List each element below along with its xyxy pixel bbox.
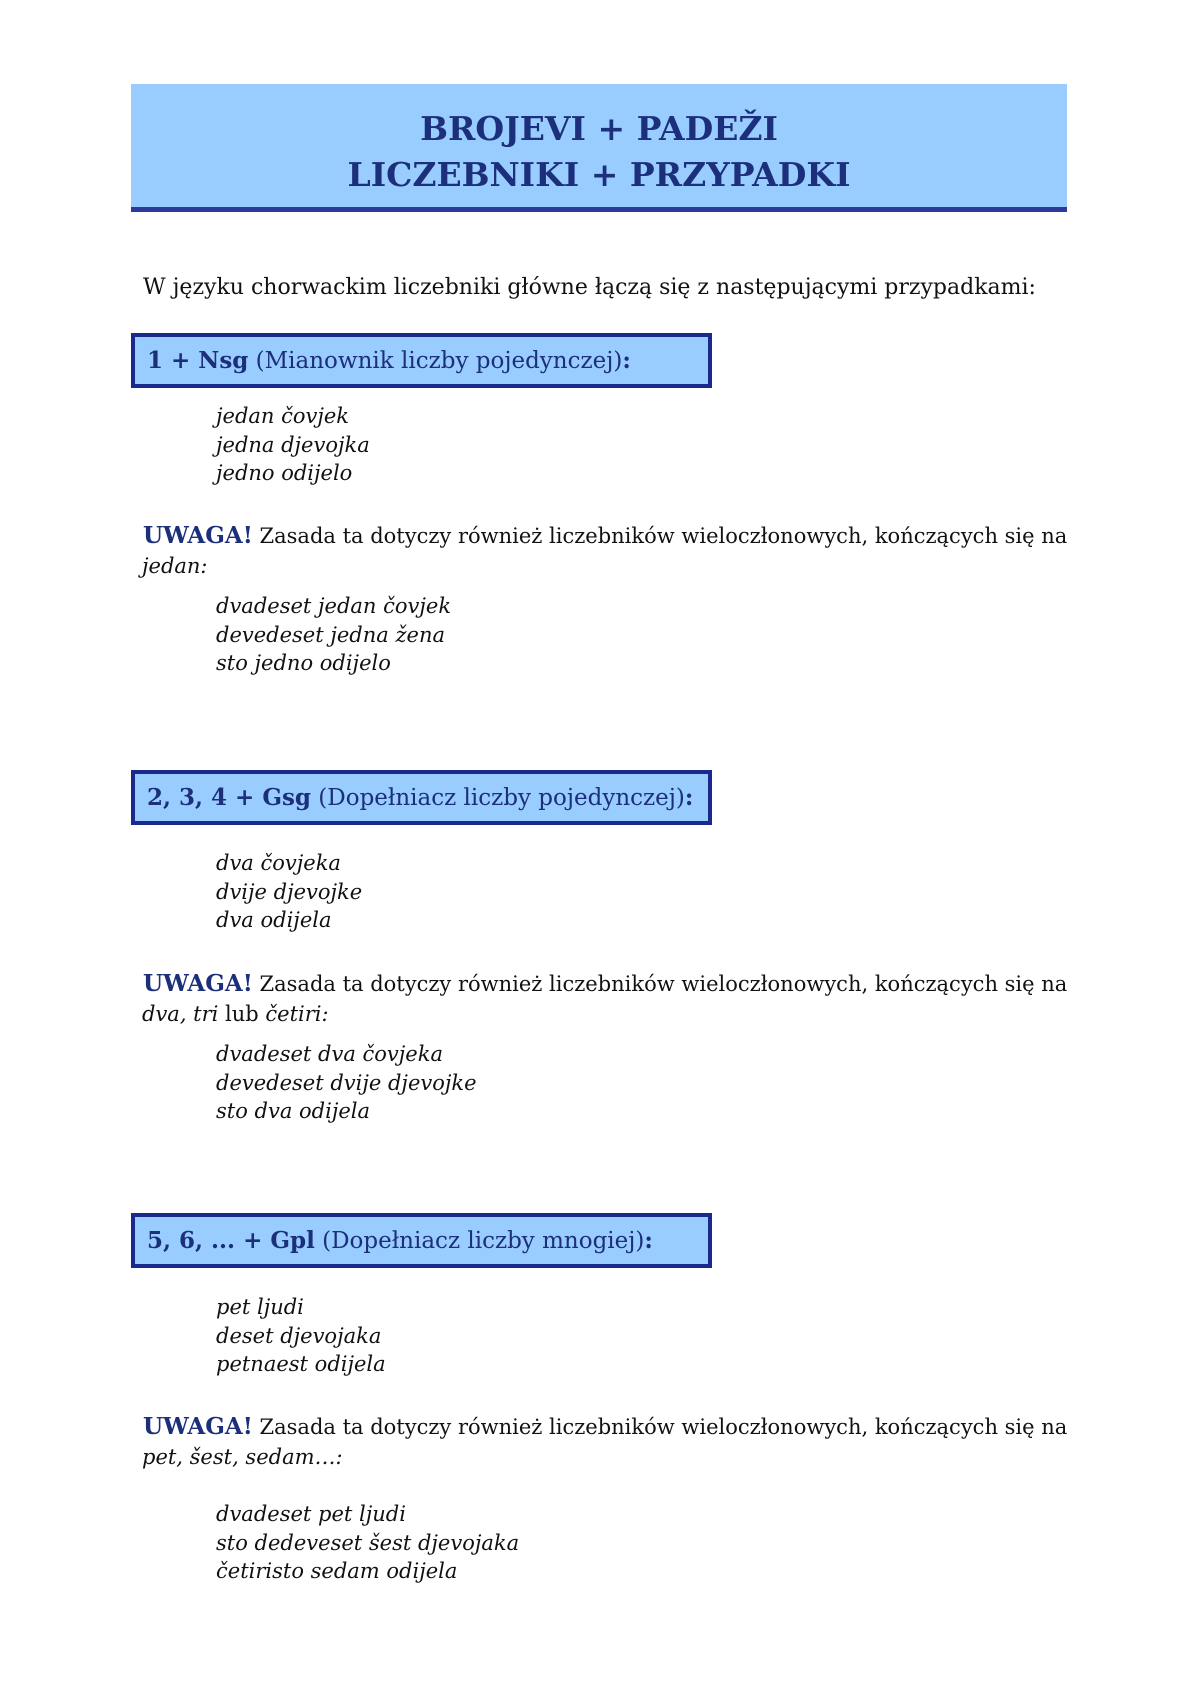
section-2-examples: [216, 849, 362, 935]
example-item: devedeset dvije djevojke: [216, 1070, 477, 1095]
note-text: Zasada ta dotyczy również liczebników wieloczłonowych, kończących się na: [252, 524, 1068, 548]
section-3-examples: [216, 1293, 386, 1379]
section-2-heading: [131, 770, 712, 825]
page-title-line-1: BROJEVI + PADEŽI: [420, 109, 778, 148]
example-item: sto dedeveset šest djevojaka: [216, 1530, 520, 1555]
note-label: UWAGA!: [143, 970, 253, 997]
example-item: jedna djevojka: [216, 432, 370, 457]
note-lead: [143, 969, 1073, 999]
note-lead: [143, 1412, 1073, 1442]
section-3-note: [143, 1412, 1073, 1472]
example-item: sto dva odijela: [216, 1099, 371, 1123]
section-3-heading: [131, 1213, 712, 1268]
note-tail-italic: dva, tri: [142, 1002, 219, 1026]
note-text: Zasada ta dotyczy również liczebników wieloczłonowych, kończących się na: [252, 972, 1068, 996]
section-1-description: (Mianownik liczby pojedynczej): [248, 348, 623, 374]
section-1-note: [143, 521, 1073, 581]
example-item: dvadeset dva čovjeka: [216, 1042, 443, 1066]
section-2-description: (Dopełniacz liczby pojedynczej): [311, 785, 685, 811]
example-item: dvadeset jedan čovjek: [216, 594, 452, 618]
example-item: dvadeset pet ljudi: [216, 1502, 406, 1526]
section-1-note-examples: [216, 592, 451, 678]
page-title-line-2: LICZEBNIKI + PRZYPADKI: [347, 155, 851, 194]
section-3-note-examples: [216, 1500, 519, 1586]
section-3-description: (Dopełniacz liczby mnogiej): [314, 1228, 645, 1254]
section-2-colon: :: [684, 784, 694, 811]
note-tail: [142, 1442, 1073, 1472]
note-tail-italic: pet, šest, sedam…:: [142, 1445, 343, 1469]
note-tail: [142, 999, 1073, 1029]
note-text: Zasada ta dotyczy również liczebników wieloczłonowych, kończących się na: [252, 1415, 1068, 1439]
example-item: dvije djevojke: [216, 879, 363, 904]
note-label: UWAGA!: [143, 1413, 253, 1440]
section-1-rule: 1 + Nsg: [147, 347, 249, 374]
note-tail-italic-2: četiri:: [265, 1002, 329, 1026]
example-item: pet ljudi: [216, 1295, 304, 1319]
page-title-banner: [131, 84, 1067, 212]
example-item: deset djevojaka: [216, 1323, 382, 1348]
intro-text: W języku chorwackim liczebniki główne łączą się z następującymi przypadkami:: [143, 275, 1036, 300]
example-item: jedan čovjek: [216, 404, 350, 428]
example-item: četiristo sedam odijela: [216, 1559, 458, 1583]
section-3-colon: :: [644, 1227, 653, 1254]
note-tail: [142, 551, 1073, 581]
example-item: petnaest odijela: [216, 1352, 386, 1376]
note-tail-italic: jedan:: [142, 554, 208, 578]
section-3-rule: 5, 6, ... + Gpl: [147, 1227, 315, 1254]
section-2-note-examples: [216, 1040, 477, 1126]
example-item: devedeset jedna žena: [216, 622, 445, 647]
section-1-examples: [216, 402, 370, 488]
example-item: dva odijela: [216, 908, 332, 932]
section-1-heading: [131, 333, 712, 388]
note-label: UWAGA!: [143, 522, 253, 549]
section-2-note: [143, 969, 1073, 1029]
example-item: dva čovjeka: [216, 851, 341, 875]
section-2-rule: 2, 3, 4 + Gsg: [147, 784, 311, 811]
example-item: sto jedno odijelo: [216, 651, 391, 675]
note-tail-plain: lub: [218, 1002, 266, 1026]
example-item: jedno odijelo: [216, 461, 353, 485]
note-lead: [143, 521, 1073, 551]
section-1-colon: :: [622, 347, 631, 374]
